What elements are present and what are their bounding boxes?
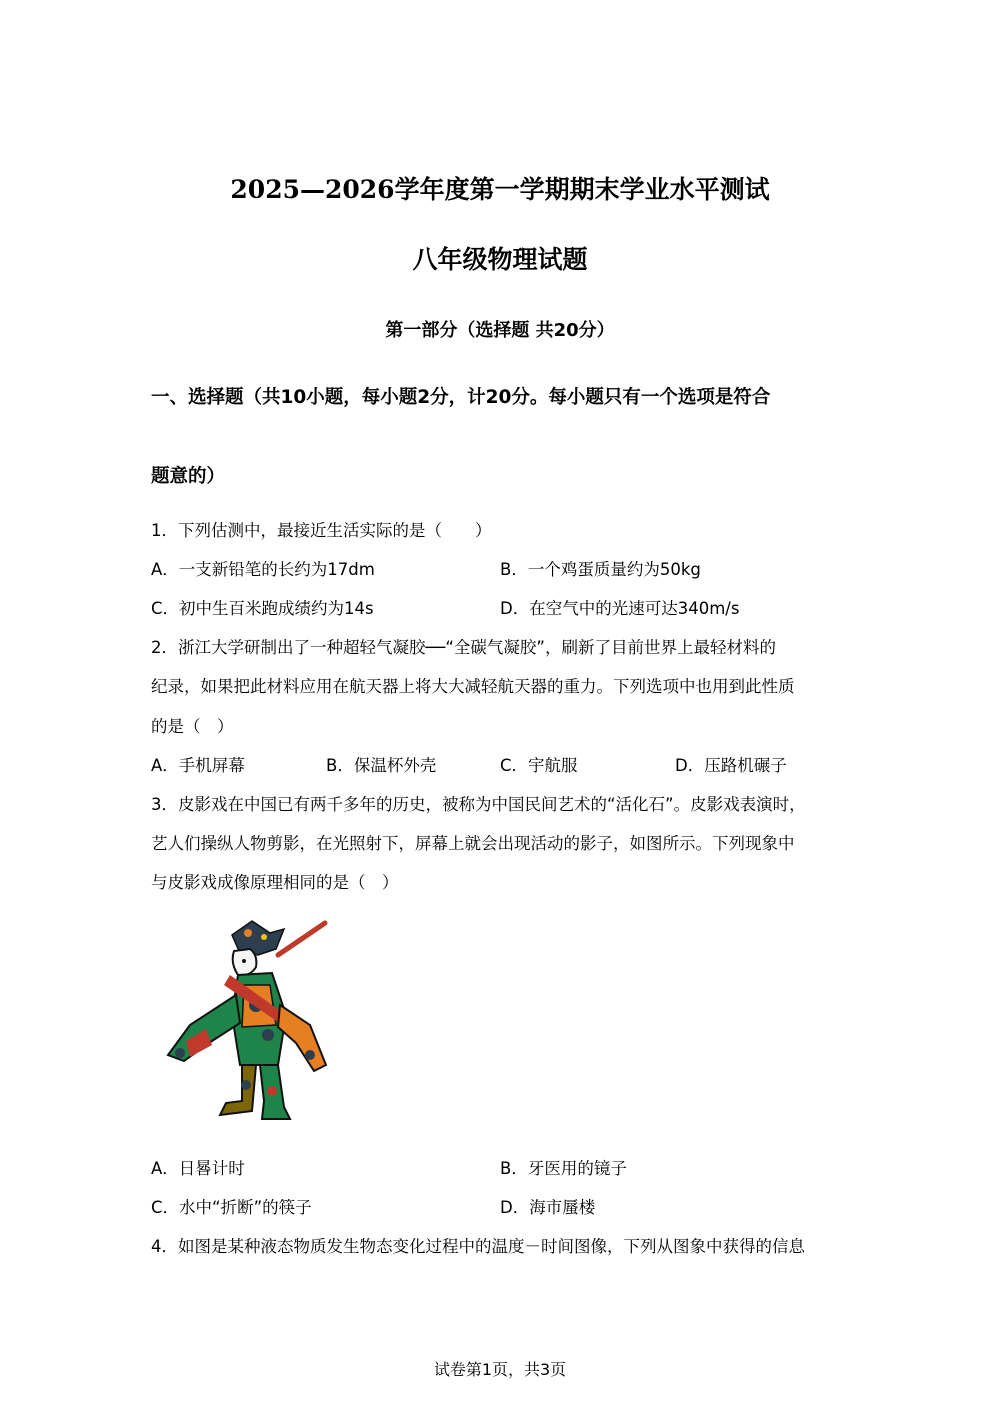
question-2-option-d: D．压路机碾子	[675, 756, 787, 775]
question-3-option-d: D．海市蜃楼	[500, 1198, 596, 1217]
page-footer: 试卷第1页，共3页	[433, 1360, 567, 1379]
question-2-option-c: C．宇航服	[500, 756, 578, 775]
question-1-option-c: C．初中生百米跑成绩约为14s	[151, 599, 374, 618]
exam-title: 2025—2026学年度第一学期期末学业水平测试	[230, 175, 770, 204]
question-3-line3: 与皮影戏成像原理相同的是（ ）	[151, 873, 399, 892]
question-1-option-b: B．一个鸡蛋质量约为50kg	[500, 560, 701, 579]
section-heading-line2: 题意的）	[151, 466, 226, 487]
question-1-option-a: A．一支新铅笔的长约为17dm	[151, 560, 375, 579]
question-2-line2: 纪录，如果把此材料应用在航天器上将大大减轻航天器的重力。下列选项中也用到此性质	[151, 677, 795, 696]
question-3-line1: 3．皮影戏在中国已有两千多年的历史，被称为中国民间艺术的“活化石”。皮影戏表演时，	[151, 795, 806, 814]
question-4-line1: 4．如图是某种液态物质发生物态变化过程中的温度－时间图像，下列从图象中获得的信息	[151, 1237, 805, 1256]
shadow-puppet-image	[160, 915, 330, 1125]
question-2-option-a: A．手机屏幕	[151, 756, 245, 775]
exam-subtitle: 八年级物理试题	[412, 245, 588, 274]
question-2-line3: 的是（ ）	[151, 717, 234, 736]
question-3-line2: 艺人们操纵人物剪影，在光照射下，屏幕上就会出现活动的影子，如图所示。下列现象中	[151, 834, 795, 853]
question-2-line1: 2．浙江大学研制出了一种超轻气凝胶──“全碳气凝胶”，刷新了目前世界上最轻材料的	[151, 638, 776, 657]
section-heading-line1: 一、选择题（共10小题，每小题2分，计20分。每小题只有一个选项是符合	[151, 387, 771, 408]
question-1-option-d: D．在空气中的光速可达340m/s	[500, 599, 740, 618]
question-2-option-b: B．保温杯外壳	[326, 756, 437, 775]
question-3-option-a: A．日晷计时	[151, 1159, 245, 1178]
part-heading: 第一部分（选择题 共20分）	[385, 320, 615, 341]
question-3-option-c: C．水中“折断”的筷子	[151, 1198, 312, 1217]
question-3-option-b: B．牙医用的镜子	[500, 1159, 627, 1178]
question-1-stem: 1．下列估测中，最接近生活实际的是（ ）	[151, 521, 492, 540]
